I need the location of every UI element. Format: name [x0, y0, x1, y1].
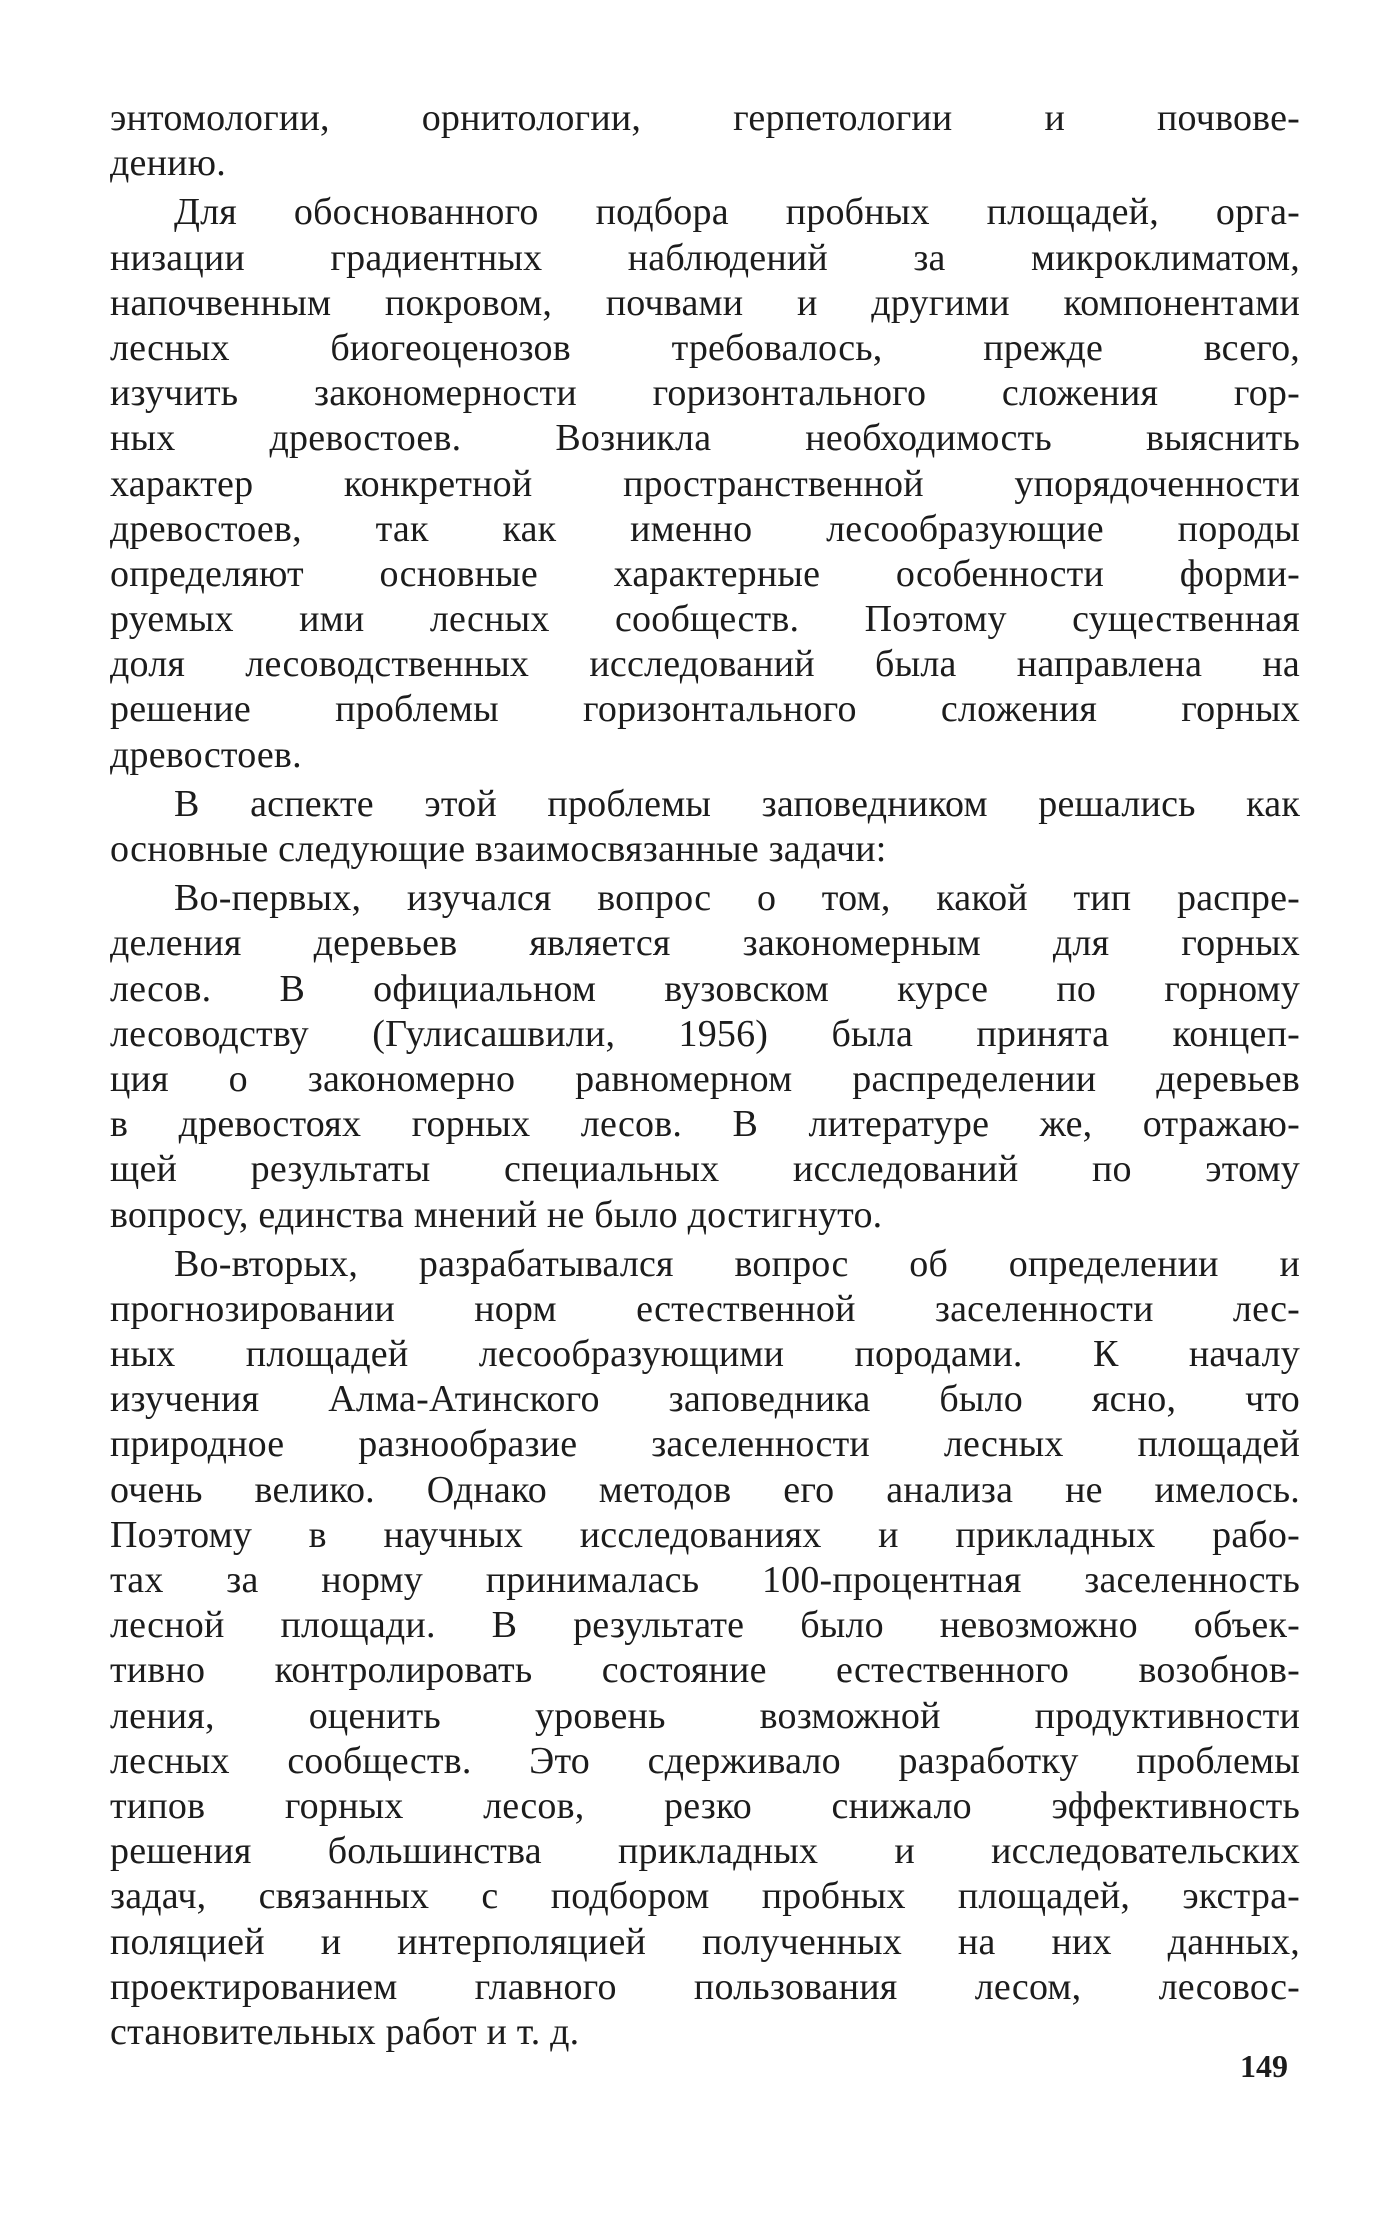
- text-line: лесных биогеоценозов требовалось, прежде всего,: [110, 326, 1300, 369]
- text-line: древостоев.: [110, 733, 302, 776]
- text-line: руемых ими лесных сообществ. Поэтому существенная: [110, 598, 1300, 641]
- text-line: решения большинства прикладных и исследовательских: [110, 1830, 1300, 1873]
- text-line: дению.: [110, 142, 226, 185]
- paragraph: [110, 190, 1300, 777]
- text-line: ления, оценить уровень возможной продуктивности: [110, 1694, 1300, 1737]
- text-line: щей результаты специальных исследований по этому: [110, 1148, 1300, 1191]
- text-line: тах за норму принималась 100-процентная заселенность: [110, 1559, 1300, 1601]
- text-line: ных площадей лесообразующими породами. К началу: [110, 1333, 1300, 1376]
- text-line: тивно контролировать состояние естественного возобнов-: [110, 1649, 1300, 1692]
- text-line: становительных работ и т. д.: [110, 2010, 580, 2053]
- text-line: лесной площади. В результате было невозможно объек-: [110, 1604, 1300, 1647]
- text-line: Во-вторых, разрабатывался вопрос об определении и: [174, 1242, 1300, 1285]
- text-line: ция о закономерно равномерном распределении деревьев: [110, 1057, 1300, 1100]
- text-line: характер конкретной пространственной упорядоченности: [110, 462, 1300, 505]
- text-line: задач, связанных с подбором пробных площадей, экстра-: [110, 1875, 1300, 1918]
- text-line: Во-первых, изучался вопрос о том, какой тип распре-: [174, 877, 1300, 920]
- text-line: определяют основные характерные особенности форми-: [110, 552, 1300, 595]
- paragraph: [110, 96, 1300, 186]
- text-line: Для обоснованного подбора пробных площадей, орга-: [174, 191, 1300, 234]
- text-line: основные следующие взаимосвязанные задачи:: [110, 828, 887, 870]
- text-line: изучения Алма-Атинского заповедника было ясно, что: [110, 1378, 1300, 1421]
- paragraph: [110, 1242, 1300, 2055]
- text-line: доля лесоводственных исследований была направлена на: [110, 643, 1300, 686]
- text-line: изучить закономерности горизонтального сложения гор-: [110, 372, 1300, 415]
- text-line: типов горных лесов, резко снижало эффективность: [110, 1784, 1300, 1827]
- text-line: В аспекте этой проблемы заповедником решались как: [174, 782, 1300, 825]
- text-line: низации градиентных наблюдений за микроклиматом,: [110, 236, 1300, 279]
- text-line: древостоев, так как именно лесообразующие породы: [110, 507, 1300, 550]
- text-line: вопросу, единства мнений не было достигнуто.: [110, 1193, 883, 1236]
- text-line: энтомологии, орнитологии, герпетологии и почвове-: [110, 97, 1300, 139]
- paragraph: [110, 876, 1300, 1238]
- text-line: Поэтому в научных исследованиях и прикладных рабо-: [110, 1513, 1300, 1556]
- text-line: прогнозировании норм естественной заселенности лес-: [110, 1287, 1300, 1330]
- text-line: в древостоях горных лесов. В литературе же, отражаю-: [110, 1103, 1300, 1146]
- page-number: 149: [1240, 2048, 1288, 2084]
- text-line: деления деревьев является закономерным для горных: [110, 922, 1300, 965]
- paragraph: [110, 782, 1300, 872]
- text-line: природное разнообразие заселенности лесных площадей: [110, 1423, 1300, 1466]
- text-line: лесных сообществ. Это сдерживало разработку проблемы: [110, 1739, 1300, 1782]
- text-line: лесоводству (Гулисашвили, 1956) была принята концеп-: [110, 1012, 1300, 1055]
- text-line: поляцией и интерполяцией полученных на них данных,: [110, 1920, 1300, 1963]
- text-line: лесов. В официальном вузовском курсе по горному: [110, 967, 1300, 1010]
- text-line: напочвенным покровом, почвами и другими компонентами: [110, 281, 1300, 324]
- text-line: решение проблемы горизонтального сложения горных: [110, 688, 1300, 731]
- text-line: ных древостоев. Возникла необходимость выяснить: [110, 417, 1300, 460]
- text-line: очень велико. Однако методов его анализа не имелось.: [110, 1468, 1300, 1511]
- text-line: проектированием главного пользования лесом, лесовос-: [110, 1965, 1300, 2008]
- page-body: [110, 96, 1300, 2059]
